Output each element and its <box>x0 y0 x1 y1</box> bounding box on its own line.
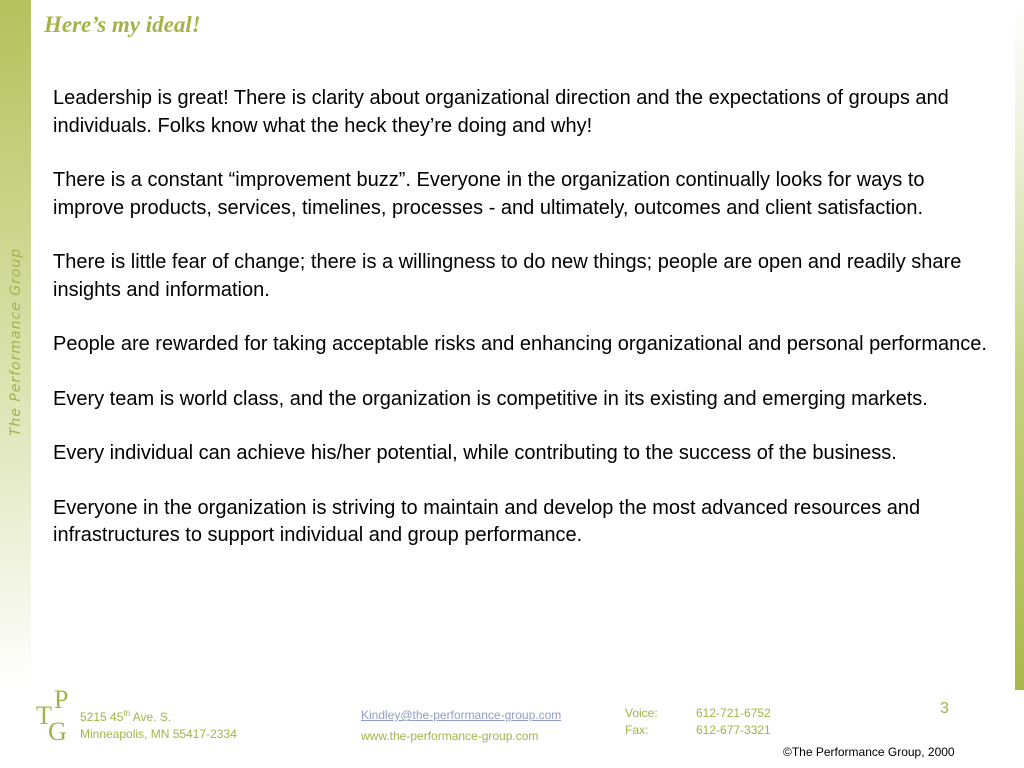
address-city: Minneapolis, MN 55417-2334 <box>80 727 237 741</box>
svg-text:T: T <box>36 701 52 730</box>
right-accent-bar <box>1015 0 1024 690</box>
paragraph-teams: Every team is world class, and the organization is competitive in its existing and emerging markets. <box>53 387 928 410</box>
svg-text:G: G <box>48 717 67 744</box>
tpg-logo <box>36 686 76 744</box>
fax-label: Fax: <box>625 723 649 737</box>
paragraph-individual: Every individual can achieve his/her potential, while contributing to the success of the business. <box>53 442 897 464</box>
sidebar-brand-label: The Performance Group <box>8 247 24 437</box>
page-number: 3 <box>940 700 949 717</box>
footer-address <box>80 705 237 743</box>
paragraph-leadership: Leadership is great! There is clarity about organizational direction and the expectations of groups and individuals. Folks know what the heck they’re doing and why! <box>53 87 949 137</box>
voice-row <box>625 705 771 722</box>
fax-number: 612-677-3321 <box>696 723 771 737</box>
paragraph-resources: Everyone in the organization is striving to maintain and develop the most advanced resources and infrastructures to support individual and group performance. <box>53 496 921 546</box>
footer-contact <box>361 705 561 747</box>
voice-number: 612-721-6752 <box>696 706 771 720</box>
svg-text:P: P <box>54 686 69 714</box>
email-link[interactable]: Kindley@the-performance-group.com <box>361 708 562 722</box>
slide-body <box>53 85 993 577</box>
voice-label: Voice: <box>625 706 658 720</box>
address-street: 5215 45th Ave. S. <box>80 709 172 724</box>
footer-phones <box>625 705 771 739</box>
paragraph-improvement: There is a constant “improvement buzz”. Everyone in the organization continually looks for ways to improve products, services, timelines, processes - and ultimately, outcomes and client satisfaction. <box>53 169 925 219</box>
paragraph-change: There is little fear of change; there is a willingness to do new things; people are open and readily share insights and information. <box>53 251 962 301</box>
paragraph-rewards: People are rewarded for taking acceptable risks and enhancing organizational and personal performance. <box>53 333 987 355</box>
website-link[interactable]: www.the-performance-group.com <box>361 729 539 743</box>
slide-title: Here’s my ideal! <box>44 12 201 37</box>
copyright-notice: ©The Performance Group, 2000 <box>783 745 955 759</box>
left-sidebar-band <box>0 0 31 688</box>
fax-row <box>625 722 771 739</box>
